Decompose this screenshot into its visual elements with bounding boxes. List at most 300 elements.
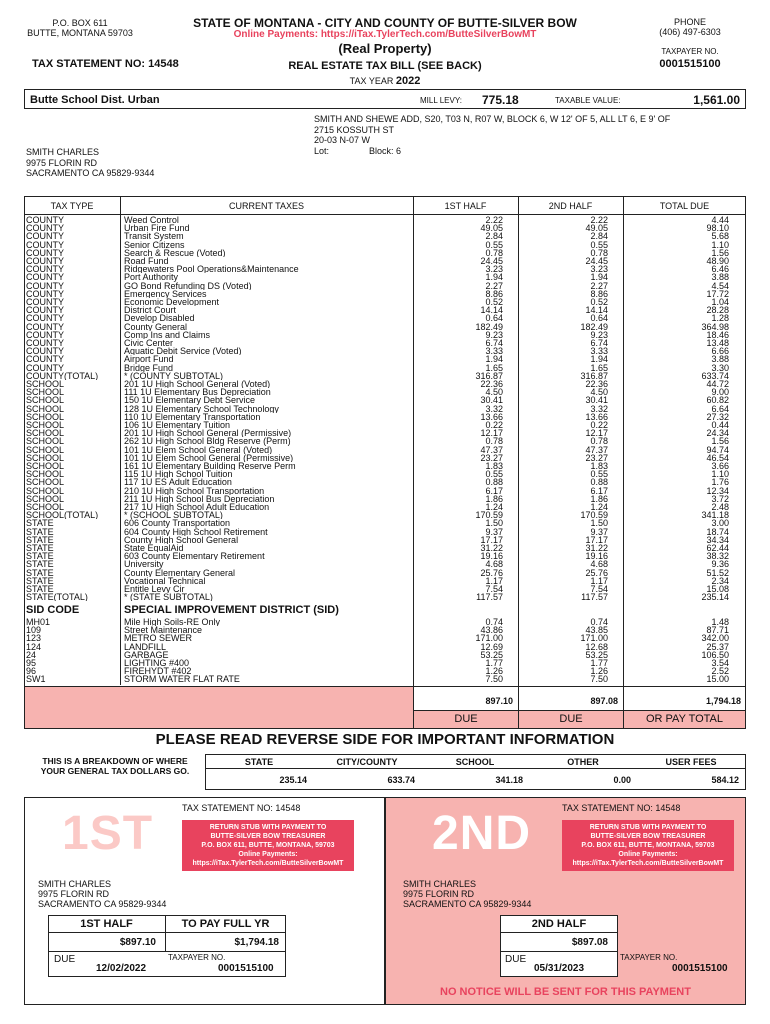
tax-desc-cell: 128 1U Elementary School Technology	[124, 404, 279, 413]
first-half-cell: 8.86	[485, 289, 503, 298]
total-cell: 4.54	[711, 281, 729, 290]
online-payments-link[interactable]: Online Payments: https://iTax.TylerTech.com/ButteSilverBowMT	[233, 29, 537, 40]
second-half-cell: 30.41	[585, 396, 608, 405]
first-half-cell: 0.78	[485, 248, 503, 257]
second-half-cell: 1.65	[590, 363, 608, 372]
stub2-due-label: DUE	[505, 954, 527, 965]
first-half-cell: 25.76	[480, 568, 503, 577]
table-row	[0, 306, 770, 314]
table-row	[0, 429, 770, 437]
due-first: DUE	[414, 711, 518, 728]
first-half-cell: 49.05	[480, 224, 503, 233]
table-row	[0, 643, 770, 651]
legal-line-2: 2715 KOSSUTH ST	[314, 124, 395, 135]
total-cell: 1.76	[711, 478, 729, 487]
table-row	[0, 216, 770, 224]
total-cell: 1.56	[711, 437, 729, 446]
total-cell: 1.04	[711, 298, 729, 307]
first-half-cell: 24.45	[480, 257, 503, 266]
stub1-full-label: TO PAY FULL YR	[181, 918, 270, 930]
second-half-cell: 43.85	[585, 626, 608, 635]
tax-type-cell: SCHOOL	[26, 404, 65, 413]
first-half-cell: 182.49	[475, 322, 503, 331]
first-half-cell: 1.24	[485, 503, 503, 512]
legal-line-4: Lot: Block: 6	[314, 145, 402, 156]
total-cell: 3.00	[711, 519, 729, 528]
stub1-owner-city: SACRAMENTO CA 95829-9344	[38, 899, 167, 909]
second-half-cell: 1.24	[590, 503, 608, 512]
stub1-full-amount: $1,794.18	[234, 937, 279, 948]
tax-desc-cell: 201 1U High School General (Voted)	[124, 380, 271, 389]
stub2-badge-line: RETURN STUB WITH PAYMENT TO	[589, 824, 707, 831]
tax-desc-cell: Bridge Fund	[124, 363, 174, 372]
total-cell: 3.88	[711, 273, 729, 282]
tax-type-cell: SCHOOL	[26, 388, 65, 397]
table-row	[0, 585, 770, 593]
first-half-cell: 17.17	[480, 535, 503, 544]
total-cell: 3.72	[711, 494, 729, 503]
tax-type-cell: MH01	[26, 618, 51, 627]
table-row	[0, 249, 770, 257]
tax-type-cell: 96	[26, 667, 37, 676]
tax-type-cell: STATE	[26, 585, 54, 594]
first-half-cell: 316.87	[475, 371, 503, 380]
table-row	[0, 511, 770, 519]
table-header-rule	[24, 214, 746, 215]
total-due: 1,794.18	[705, 696, 741, 706]
total-cell: 1.28	[711, 314, 729, 323]
tax-desc-cell: 604 County High School Retirement	[124, 527, 268, 536]
sid-title: SPECIAL IMPROVEMENT DISTRICT (SID)	[124, 604, 339, 616]
tax-desc-cell: County Elementary General	[124, 568, 236, 577]
breakdown-value: 0.00	[613, 775, 631, 785]
total-cell: 1.10	[711, 470, 729, 479]
total-cell: 364.98	[701, 322, 729, 331]
breakdown-rule	[205, 768, 746, 769]
breakdown-value: 633.74	[387, 775, 415, 785]
breakdown-header: STATE	[244, 757, 274, 767]
tax-desc-cell: STORM WATER FLAT RATE	[124, 675, 240, 684]
tax-desc-cell: 115 1U High School Tuition	[124, 470, 233, 479]
total-cell: 342.00	[701, 634, 729, 643]
table-row	[0, 487, 770, 495]
tax-type-cell: SCHOOL(TOTAL)	[26, 511, 99, 520]
stub2-rule-2	[500, 951, 618, 952]
total-cell: 51.52	[706, 568, 729, 577]
stub2-owner-name: SMITH CHARLES	[403, 879, 477, 889]
table-row	[0, 396, 770, 404]
second-half-cell: 170.59	[580, 511, 608, 520]
second-half-cell: 0.88	[590, 478, 608, 487]
tax-type-cell: SW1	[26, 675, 46, 684]
first-half-cell: 2.84	[485, 232, 503, 241]
tax-desc-cell: 161 1U Elementary Building Reserve Perm	[124, 462, 296, 471]
first-half-cell: 171.00	[475, 634, 503, 643]
tax-desc-cell: Road Fund	[124, 257, 169, 266]
second-half-cell: 4.50	[590, 388, 608, 397]
header-first-half: 1ST HALF	[444, 201, 487, 211]
tax-type-cell: COUNTY	[26, 339, 64, 348]
first-half-cell: 1.94	[485, 273, 503, 282]
stub2-due-date: 05/31/2023	[534, 963, 585, 974]
stub1-owner	[38, 879, 166, 909]
table-row	[0, 593, 770, 601]
total-cell: 25.37	[706, 642, 729, 651]
header-total-due: TOTAL DUE	[659, 201, 710, 211]
second-half-cell: 316.87	[580, 371, 608, 380]
tax-type-cell: SCHOOL	[26, 470, 65, 479]
first-half-cell: 0.78	[485, 437, 503, 446]
stub2-badge-line: Online Payments:	[618, 851, 678, 858]
first-half-cell: 0.55	[485, 470, 503, 479]
second-half-cell: 1.77	[590, 659, 608, 668]
tax-desc-cell: 201 1U High School General (Permissive)	[124, 429, 292, 438]
tax-type-cell: 109	[26, 626, 42, 635]
breakdown-header: USER FEES	[665, 757, 717, 767]
tax-type-cell: STATE	[26, 527, 54, 536]
tax-type-cell: COUNTY	[26, 273, 64, 282]
total-cell: 60.82	[706, 396, 729, 405]
stub1-badge-line: BUTTE-SILVER BOW TREASURER	[210, 833, 326, 840]
first-half-cell: 2.27	[485, 281, 503, 290]
total-cell: 12.34	[706, 486, 729, 495]
table-row	[0, 437, 770, 445]
total-cell: 98.10	[706, 224, 729, 233]
second-half-cell: 49.05	[585, 224, 608, 233]
second-half-cell: 0.22	[590, 421, 608, 430]
tax-type-cell: STATE	[26, 552, 54, 561]
second-half-cell: 0.55	[590, 470, 608, 479]
total-cell: 87.71	[706, 626, 729, 635]
table-row	[0, 503, 770, 511]
bill-subtitle: REAL ESTATE TAX BILL (SEE BACK)	[288, 60, 482, 72]
first-half-cell: 0.55	[485, 240, 503, 249]
second-half-cell: 12.68	[585, 642, 608, 651]
breakdown-header: CITY/COUNTY	[336, 757, 398, 767]
table-row	[0, 323, 770, 331]
first-half-cell: 3.33	[485, 347, 503, 356]
total-cell: 3.66	[711, 462, 729, 471]
mill-levy-label: MILL LEVY:	[420, 96, 462, 105]
table-row	[0, 651, 770, 659]
first-half-cell: 13.66	[480, 412, 503, 421]
stub1-rule-2	[48, 951, 286, 952]
reverse-side-notice: PLEASE READ REVERSE SIDE FOR IMPORTANT INFORMATION	[155, 731, 615, 748]
tax-type-cell: SCHOOL	[26, 437, 65, 446]
total-cell: 94.74	[706, 445, 729, 454]
total-cell: 3.30	[711, 363, 729, 372]
first-half-cell: 12.69	[480, 642, 503, 651]
taxable-value: 1,561.00	[693, 93, 740, 107]
first-half-cell: 23.27	[480, 453, 503, 462]
tax-desc-cell: Comp Ins and Claims	[124, 330, 211, 339]
tax-type-cell: SCHOOL	[26, 380, 65, 389]
table-row	[0, 355, 770, 363]
first-half-cell: 1.94	[485, 355, 503, 364]
table-row	[0, 257, 770, 265]
tax-type-cell: SCHOOL	[26, 494, 65, 503]
tax-desc-cell: 111 1U Elementary Bus Depreciation	[124, 388, 271, 397]
second-half-cell: 31.22	[585, 544, 608, 553]
second-half-cell: 6.17	[590, 486, 608, 495]
table-row	[0, 536, 770, 544]
first-stub-marker: 1ST	[62, 807, 154, 860]
tax-desc-cell: * (COUNTY SUBTOTAL)	[124, 371, 224, 380]
total-cell: 1.10	[711, 240, 729, 249]
tax-type-cell: STATE(TOTAL)	[26, 593, 88, 602]
tax-desc-cell: FIREHYDT #402	[124, 667, 192, 676]
second-half-cell: 19.16	[585, 552, 608, 561]
first-half-cell: 1.65	[485, 363, 503, 372]
tax-desc-cell: Weed Control	[124, 216, 179, 225]
stub2-badge-line[interactable]: https://iTax.TylerTech.com/ButteSilverBowMT	[572, 860, 724, 867]
total-cell: 235.14	[701, 593, 729, 602]
tax-type-cell: COUNTY	[26, 232, 64, 241]
breakdown-label: THIS IS A BREAKDOWN OF WHERE YOUR GENERAL TAX DOLLARS GO.	[40, 756, 190, 776]
first-half-cell: 53.25	[480, 650, 503, 659]
table-row	[0, 626, 770, 634]
total-cell: 6.64	[711, 404, 729, 413]
sid-code-header: SID CODE	[26, 604, 80, 616]
tax-type-cell: SCHOOL	[26, 412, 65, 421]
tax-type-cell: SCHOOL	[26, 503, 65, 512]
total-cell: 46.54	[706, 453, 729, 462]
tax-desc-cell: Vocational Technical	[124, 576, 206, 585]
tax-year-label: TAX YEAR	[349, 76, 394, 86]
first-half-cell: 0.22	[485, 421, 503, 430]
second-half-cell: 12.17	[585, 429, 608, 438]
total-cell: 18.46	[706, 330, 729, 339]
second-half-cell: 7.54	[590, 585, 608, 594]
stub2-return-badge	[562, 820, 734, 871]
total-cell: 3.88	[711, 355, 729, 364]
second-half-cell: 2.84	[590, 232, 608, 241]
first-half-cell: 0.88	[485, 478, 503, 487]
first-half-cell: 3.23	[485, 265, 503, 274]
tax-desc-cell: 210 1U High School Transportation	[124, 486, 265, 495]
city-line: BUTTE, MONTANA 59703	[27, 28, 133, 38]
tax-desc-cell: GARBAGE	[124, 650, 169, 659]
table-row	[0, 618, 770, 626]
tax-type-cell: 124	[26, 642, 42, 651]
tax-type-cell: COUNTY	[26, 363, 64, 372]
tax-desc-cell: Port Authority	[124, 273, 179, 282]
stub1-taxpayer-label: TAXPAYER NO.	[168, 953, 226, 962]
tax-desc-cell: Emergency Services	[124, 289, 207, 298]
table-row	[0, 339, 770, 347]
table-row	[0, 298, 770, 306]
second-half-cell: 182.49	[580, 322, 608, 331]
second-half-cell: 4.68	[590, 560, 608, 569]
no-notice-warning: NO NOTICE WILL BE SENT FOR THIS PAYMENT	[440, 986, 691, 998]
table-row	[0, 667, 770, 675]
total-first-half: 897.10	[485, 696, 513, 706]
tax-desc-cell: 603 County Elementary Retirement	[124, 552, 265, 561]
first-half-cell: 7.54	[485, 585, 503, 594]
table-row	[0, 560, 770, 568]
total-cell: 18.74	[706, 527, 729, 536]
tax-desc-cell: Civic Center	[124, 339, 174, 348]
total-cell: 1.56	[711, 248, 729, 257]
tax-type-cell: COUNTY	[26, 257, 64, 266]
second-half-cell: 7.50	[590, 675, 608, 684]
tax-desc-cell: Senior Citizens	[124, 240, 185, 249]
second-half-cell: 0.78	[590, 437, 608, 446]
table-row	[0, 372, 770, 380]
tax-desc-cell: 606 County Transportation	[124, 519, 231, 528]
header-tax-type: TAX TYPE	[50, 201, 94, 211]
tax-desc-cell: Transit System	[124, 232, 184, 241]
district-name: Butte School Dist. Urban	[30, 94, 160, 106]
tax-type-cell: COUNTY	[26, 355, 64, 364]
owner-name: SMITH CHARLES	[26, 147, 100, 157]
property-type: (Real Property)	[338, 41, 432, 56]
stub1-taxpayer-no: 0001515100	[218, 963, 274, 974]
legal-line-3: 20-03 N-07 W	[314, 135, 371, 145]
tax-type-cell: SCHOOL	[26, 478, 65, 487]
table-row	[0, 544, 770, 552]
total-cell: 4.44	[711, 216, 729, 225]
second-half-cell: 23.27	[585, 453, 608, 462]
stub1-owner-street: 9975 FLORIN RD	[38, 889, 110, 899]
tax-type-cell: COUNTY	[26, 281, 64, 290]
tax-type-cell: STATE	[26, 544, 54, 553]
first-half-cell: 9.37	[485, 527, 503, 536]
mill-levy-value: 775.18	[482, 93, 519, 107]
tax-desc-cell: Ridgewaters Pool Operations&Maintenance	[124, 265, 299, 274]
tax-desc-cell: 101 1U Elem School General (Voted)	[124, 445, 273, 454]
tax-desc-cell: County General	[124, 322, 188, 331]
tax-desc-cell: County High School General	[124, 535, 239, 544]
stub1-badge-line: RETURN STUB WITH PAYMENT TO	[209, 824, 327, 831]
first-half-cell: 6.17	[485, 486, 503, 495]
second-half-cell: 2.22	[590, 216, 608, 225]
first-half-cell: 31.22	[480, 544, 503, 553]
total-cell: 0.44	[711, 421, 729, 430]
total-cell: 106.50	[701, 650, 729, 659]
second-stub-marker: 2ND	[432, 807, 532, 860]
tax-type-cell: 95	[26, 659, 37, 668]
tax-type-cell: COUNTY	[26, 347, 64, 356]
first-half-cell: 1.17	[485, 576, 503, 585]
tax-type-cell: COUNTY	[26, 306, 64, 315]
first-half-cell: 1.83	[485, 462, 503, 471]
table-row	[0, 454, 770, 462]
second-half-cell: 14.14	[585, 306, 608, 315]
table-row	[0, 569, 770, 577]
second-half-cell: 0.78	[590, 248, 608, 257]
table-row	[0, 282, 770, 290]
breakdown-value: 235.14	[279, 775, 307, 785]
tax-type-cell: COUNTY	[26, 289, 64, 298]
table-row	[0, 405, 770, 413]
tax-desc-cell: Mile High Soils-RE Only	[124, 618, 221, 627]
second-half-cell: 0.74	[590, 618, 608, 627]
second-half-cell: 1.26	[590, 667, 608, 676]
table-row	[0, 478, 770, 486]
first-half-cell: 22.36	[480, 380, 503, 389]
first-half-cell: 12.17	[480, 429, 503, 438]
table-row	[0, 519, 770, 527]
tax-desc-cell: 101 1U Elem School General (Permissive)	[124, 453, 294, 462]
stub2-half-label: 2ND HALF	[531, 918, 587, 930]
tax-type-cell: SCHOOL	[26, 445, 65, 454]
first-half-cell: 6.74	[485, 339, 503, 348]
first-half-cell: 0.64	[485, 314, 503, 323]
tax-desc-cell: Urban Fire Fund	[124, 224, 190, 233]
tax-type-cell: SCHOOL	[26, 421, 65, 430]
total-cell: 17.72	[706, 289, 729, 298]
table-row	[0, 331, 770, 339]
tax-type-cell: SCHOOL	[26, 453, 65, 462]
first-half-cell: 7.50	[485, 675, 503, 684]
second-half-cell: 1.17	[590, 576, 608, 585]
total-cell: 34.34	[706, 535, 729, 544]
stub1-return-badge	[182, 820, 354, 871]
tax-type-cell: SCHOOL	[26, 462, 65, 471]
tax-type-cell: COUNTY	[26, 298, 64, 307]
first-half-cell: 3.32	[485, 404, 503, 413]
tax-desc-cell: District Court	[124, 306, 177, 315]
first-half-cell: 1.86	[485, 494, 503, 503]
breakdown-header: SCHOOL	[455, 757, 495, 767]
second-half-cell: 8.86	[590, 289, 608, 298]
tax-type-cell: COUNTY	[26, 224, 64, 233]
first-half-cell: 43.86	[480, 626, 503, 635]
first-half-cell: 1.77	[485, 659, 503, 668]
tax-desc-cell: METRO SEWER	[124, 634, 193, 643]
table-row	[0, 265, 770, 273]
tax-desc-cell: Airport Fund	[124, 355, 174, 364]
stub1-badge-line[interactable]: https://iTax.TylerTech.com/ButteSilverBowMT	[192, 860, 344, 867]
total-cell: 633.74	[701, 371, 729, 380]
total-cell: 27.32	[706, 412, 729, 421]
second-half-cell: 24.45	[585, 257, 608, 266]
due-second: DUE	[519, 711, 623, 728]
table-row	[0, 347, 770, 355]
tax-desc-cell: State EqualAid	[124, 544, 184, 553]
stub2-badge-line: BUTTE-SILVER BOW TREASURER	[590, 833, 706, 840]
po-box: P.O. BOX 611	[52, 18, 108, 28]
stub2-taxpayer-no: 0001515100	[672, 963, 728, 974]
tax-desc-cell: Aquatic Debit Service (Voted)	[124, 347, 242, 356]
total-cell: 24.34	[706, 429, 729, 438]
first-half-cell: 1.50	[485, 519, 503, 528]
second-half-cell: 1.86	[590, 494, 608, 503]
first-half-cell: 4.68	[485, 560, 503, 569]
total-cell: 9.36	[711, 560, 729, 569]
tax-desc-cell: 150 1U Elementary Debt Service	[124, 396, 256, 405]
header-second-half: 2ND HALF	[548, 201, 593, 211]
stub2-owner-city: SACRAMENTO CA 95829-9344	[403, 899, 532, 909]
tax-type-cell: COUNTY	[26, 240, 64, 249]
table-row	[0, 634, 770, 642]
first-half-cell: 9.23	[485, 330, 503, 339]
tax-type-cell: SCHOOL	[26, 429, 65, 438]
table-row	[0, 446, 770, 454]
total-cell: 2.48	[711, 503, 729, 512]
second-half-cell: 1.50	[590, 519, 608, 528]
tax-type-cell: STATE	[26, 519, 54, 528]
tax-desc-cell: Street Maintenance	[124, 626, 203, 635]
second-half-cell: 3.23	[590, 265, 608, 274]
tax-type-cell: SCHOOL	[26, 486, 65, 495]
owner-address	[26, 147, 154, 179]
stub2-taxpayer-label: TAXPAYER NO.	[620, 953, 678, 962]
tax-year	[300, 75, 470, 87]
table-row	[0, 314, 770, 322]
first-half-cell: 14.14	[480, 306, 503, 315]
